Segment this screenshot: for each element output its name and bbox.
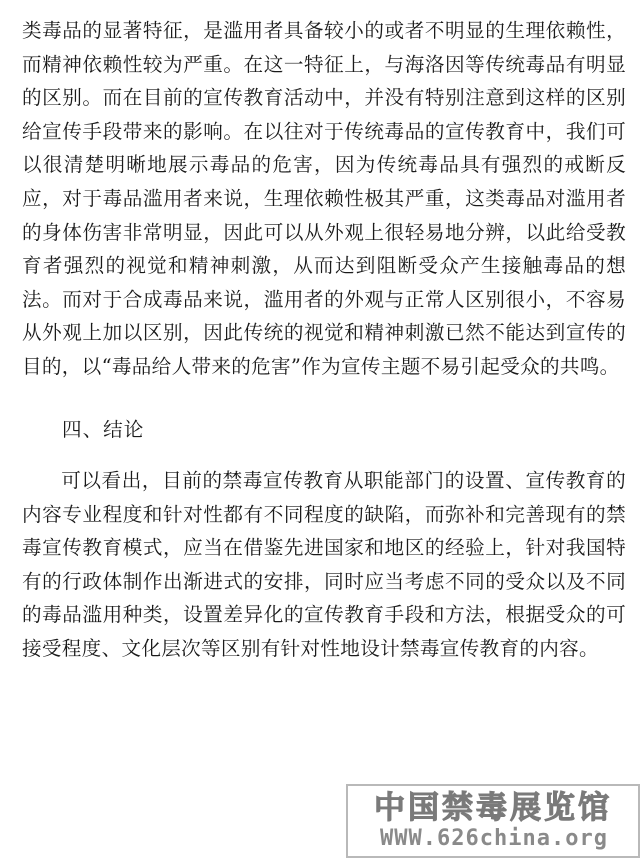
section-heading: 四、结论 <box>62 418 145 441</box>
body-paragraph-1: 类毒品的显著特征，是滥用者具备较小的或者不明显的生理依赖性，而精神依赖性较为严重。在这一特征上，与海洛因等传统毒品有明显的区别。而在目前的宣传教育活动中，并没有特别注意到这样的区别给宣传手段带来的影响。在以往对于传统毒品的宣传教育中，我们可以很清楚明晰地展示毒品的危害，因为传统毒品具有强烈的戒断反应，对于毒品滥用者来说，生理依赖性极其严重，这类毒品对滥用者的身体伤害非常明显，因此可以从外观上很轻易地分辨，以此给受教育者强烈的视觉和精神刺激，从而达到阻断受众产生接触毒品的想法。而对于合成毒品来说，滥用者的外观与正常人区别很小，不容易从外观上加以区别，因此传统的视觉和精神刺激已然不能达到宣传的目的，以“毒品给人带来的危害”作为宣传主题不易引起受众的共鸣。 <box>22 19 626 378</box>
watermark-title: 中国禁毒展览馆 <box>374 790 612 826</box>
site-watermark <box>346 784 640 858</box>
watermark-url: WWW.626china.org <box>380 826 608 851</box>
body-paragraph-2: 可以看出，目前的禁毒宣传教育从职能部门的设置、宣传教育的内容专业程度和针对性都有不同程度的缺陷，而弥补和完善现有的禁毒宣传教育模式，应当在借鉴先进国家和地区的经验上，针对我国特有的行政体制作出渐进式的安排，同时应当考虑不同的受众以及不同的毒品滥用种类，设置差异化的宣传教育手段和方法，根据受众的可接受程度、文化层次等区别有针对性地设计禁毒宣传教育的内容。 <box>22 469 626 660</box>
